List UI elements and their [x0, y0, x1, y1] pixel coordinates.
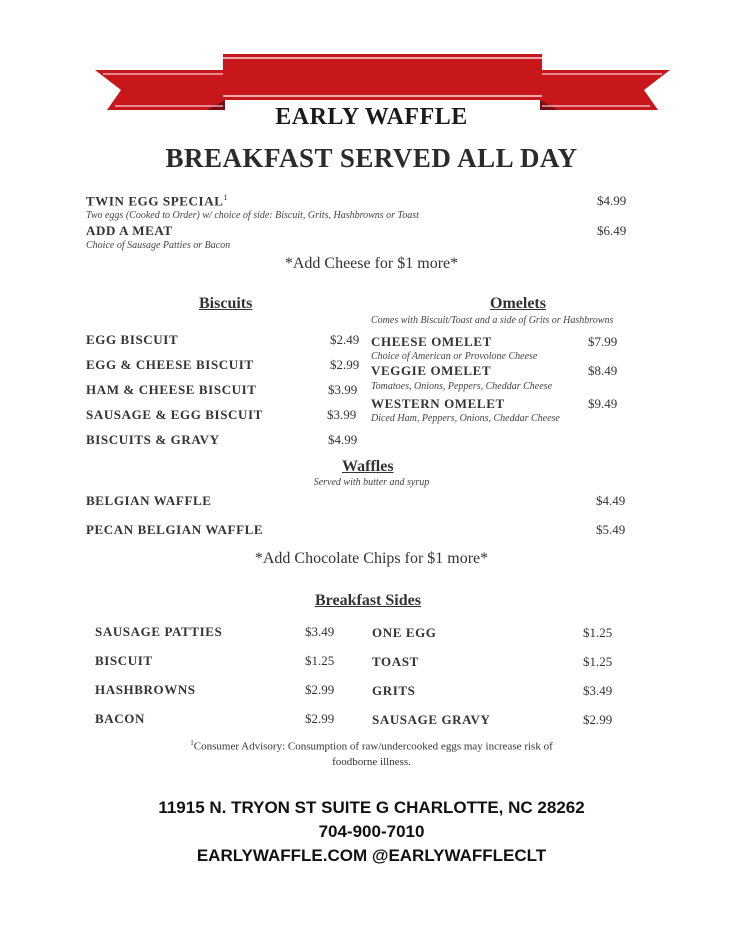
menu-price: $3.99	[328, 382, 358, 397]
side-price: $3.49	[583, 683, 613, 698]
menu-item: HAM & CHEESE BISCUIT	[86, 382, 257, 397]
special-price: $6.49	[597, 223, 627, 238]
cheese-note: *Add Cheese for $1 more*	[284, 255, 459, 272]
side-price: $2.99	[583, 712, 613, 727]
side-item: SAUSAGE PATTIES	[95, 624, 223, 639]
special-desc: Two eggs (Cooked to Order) w/ choice of side: Biscuit, Grits, Hashbrowns or Toast	[86, 210, 419, 221]
advisory-line-1: Consumer Advisory: Consumption of raw/undercooked eggs may increase risk of	[193, 740, 553, 753]
menu-item: WESTERN OMELET	[371, 396, 505, 411]
special-price: $4.99	[597, 193, 627, 208]
menu-price: $4.99	[328, 432, 358, 447]
omelets-subtitle: Comes with Biscuit/Toast and a side of Grits or Hashbrowns	[371, 315, 614, 326]
side-item: BACON	[95, 711, 145, 726]
menu-price: $8.49	[588, 363, 618, 378]
sides-heading: Breakfast Sides	[315, 592, 421, 609]
side-price: $1.25	[583, 654, 613, 669]
side-item: SAUSAGE GRAVY	[372, 712, 491, 727]
special-twin-egg	[86, 193, 228, 209]
side-price: $2.99	[305, 682, 335, 697]
side-item: TOAST	[372, 654, 419, 669]
menu-price: $2.99	[330, 357, 360, 372]
menu-price: $5.49	[596, 522, 626, 537]
omelets-heading: Omelets	[490, 295, 546, 312]
side-price: $1.25	[305, 653, 335, 668]
menu-price: $2.49	[330, 332, 360, 347]
side-item: HASHBROWNS	[95, 682, 196, 697]
consumer-advisory	[0, 739, 743, 753]
page-tagline: BREAKFAST SERVED ALL DAY	[165, 143, 578, 173]
special-desc: Choice of Sausage Patties or Bacon	[86, 240, 231, 251]
menu-item: PECAN BELGIAN WAFFLE	[86, 522, 264, 537]
footnote-marker: 1	[190, 739, 194, 747]
menu-item: CHEESE OMELET	[371, 334, 492, 349]
chocolate-note: *Add Chocolate Chips for $1 more*	[254, 550, 489, 567]
special-add-meat: ADD A MEAT	[86, 223, 173, 238]
biscuits-heading: Biscuits	[199, 295, 253, 312]
restaurant-name: EARLY WAFFLE	[275, 104, 468, 130]
menu-item: VEGGIE OMELET	[371, 363, 492, 378]
menu-item: BELGIAN WAFFLE	[86, 493, 212, 508]
side-item: GRITS	[372, 683, 416, 698]
menu-item: EGG & CHEESE BISCUIT	[86, 357, 254, 372]
footer-phone: 704-900-7010	[318, 822, 425, 841]
footer-address: 11915 N. TRYON ST SUITE G CHARLOTTE, NC 28262	[158, 798, 585, 817]
menu-item-desc: Choice of American or Provolone Cheese	[371, 351, 538, 362]
waffles-subtitle: Served with butter and syrup	[313, 477, 430, 488]
side-price: $3.49	[305, 624, 335, 639]
waffles-heading: Waffles	[342, 458, 394, 475]
advisory-line-2: foodborne illness.	[332, 756, 411, 768]
menu-item: BISCUITS & GRAVY	[86, 432, 220, 447]
menu-price: $3.99	[327, 407, 357, 422]
special-name: TWIN EGG SPECIAL	[86, 193, 224, 209]
side-item: ONE EGG	[372, 625, 437, 640]
side-price: $1.25	[583, 625, 613, 640]
menu-item-desc: Diced Ham, Peppers, Onions, Cheddar Cheese	[371, 413, 560, 424]
footnote-marker: 1	[223, 193, 229, 202]
menu-item-desc: Tomatoes, Onions, Peppers, Cheddar Cheese	[371, 381, 553, 392]
menu-price: $4.49	[596, 493, 626, 508]
side-item: BISCUIT	[95, 653, 153, 668]
footer-web: EARLYWAFFLE.COM @EARLYWAFFLECLT	[196, 846, 547, 865]
menu-price: $9.49	[588, 396, 618, 411]
menu-item: EGG BISCUIT	[86, 332, 179, 347]
side-price: $2.99	[305, 711, 335, 726]
menu-item: SAUSAGE & EGG BISCUIT	[86, 407, 263, 422]
menu-price: $7.99	[588, 334, 618, 349]
